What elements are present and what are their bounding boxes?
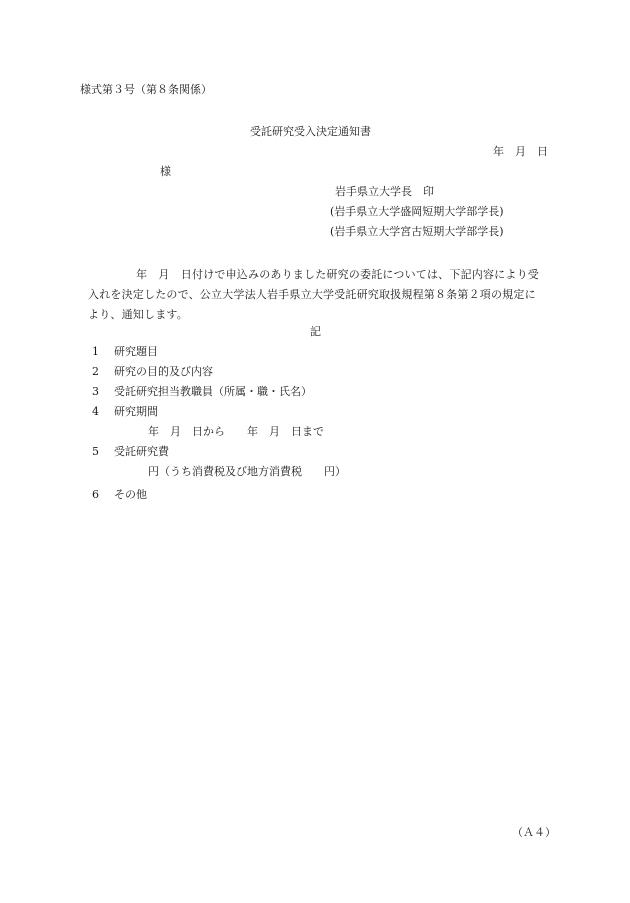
item-label: 受託研究費 [114, 445, 169, 458]
notice-body [88, 265, 558, 325]
item-label: 研究の目的及び内容 [114, 365, 213, 378]
item-label: その他 [114, 488, 147, 501]
amount-text: 円（うち消費税及び地方消費税 円） [148, 465, 346, 478]
item-research-purpose [92, 365, 213, 379]
item-label: 研究期間 [114, 405, 158, 418]
body-line-3: より、通知します。 [88, 308, 188, 321]
item-number: 1 [92, 345, 99, 358]
body-line-1: 年 月 日付けで申込みのありました研究の委託については、下記内容により受 [136, 268, 539, 281]
item-label: 受託研究担当教職員（所属・職・氏名） [114, 385, 312, 398]
item-research-title [92, 345, 158, 359]
issuer-morioka-junior-college: (岩手県立大学盛岡短期大学部学長) [330, 205, 504, 218]
document-title: 受託研究受入決定通知書 [250, 125, 371, 138]
item-number: 2 [92, 365, 99, 378]
issuer-miyako-junior-college: (岩手県立大学宮古短期大学部学長) [330, 225, 504, 238]
item-number: 3 [92, 385, 99, 398]
item-other [92, 488, 147, 502]
item-label: 研究題目 [114, 345, 158, 358]
item-staff [92, 385, 312, 399]
item-number: 5 [92, 445, 99, 458]
item-research-fee [92, 445, 169, 459]
date-line: 年 月 日 [493, 145, 548, 158]
form-number: 様式第３号（第８条関係） [80, 83, 212, 96]
item-research-period [92, 405, 158, 419]
period-text: 年 月 日から 年 月 日まで [148, 425, 324, 438]
ki-heading: 記 [310, 325, 321, 338]
addressee-suffix: 様 [160, 165, 171, 178]
item-number: 4 [92, 405, 99, 418]
paper-size-label: （Ａ４） [512, 826, 556, 839]
issuer-president: 岩手県立大学長 印 [335, 185, 434, 198]
body-line-2: 入れを決定したので、公立大学法人岩手県立大学受託研究取扱規程第８条第２項の規定に [88, 288, 536, 301]
item-number: 6 [92, 488, 99, 501]
